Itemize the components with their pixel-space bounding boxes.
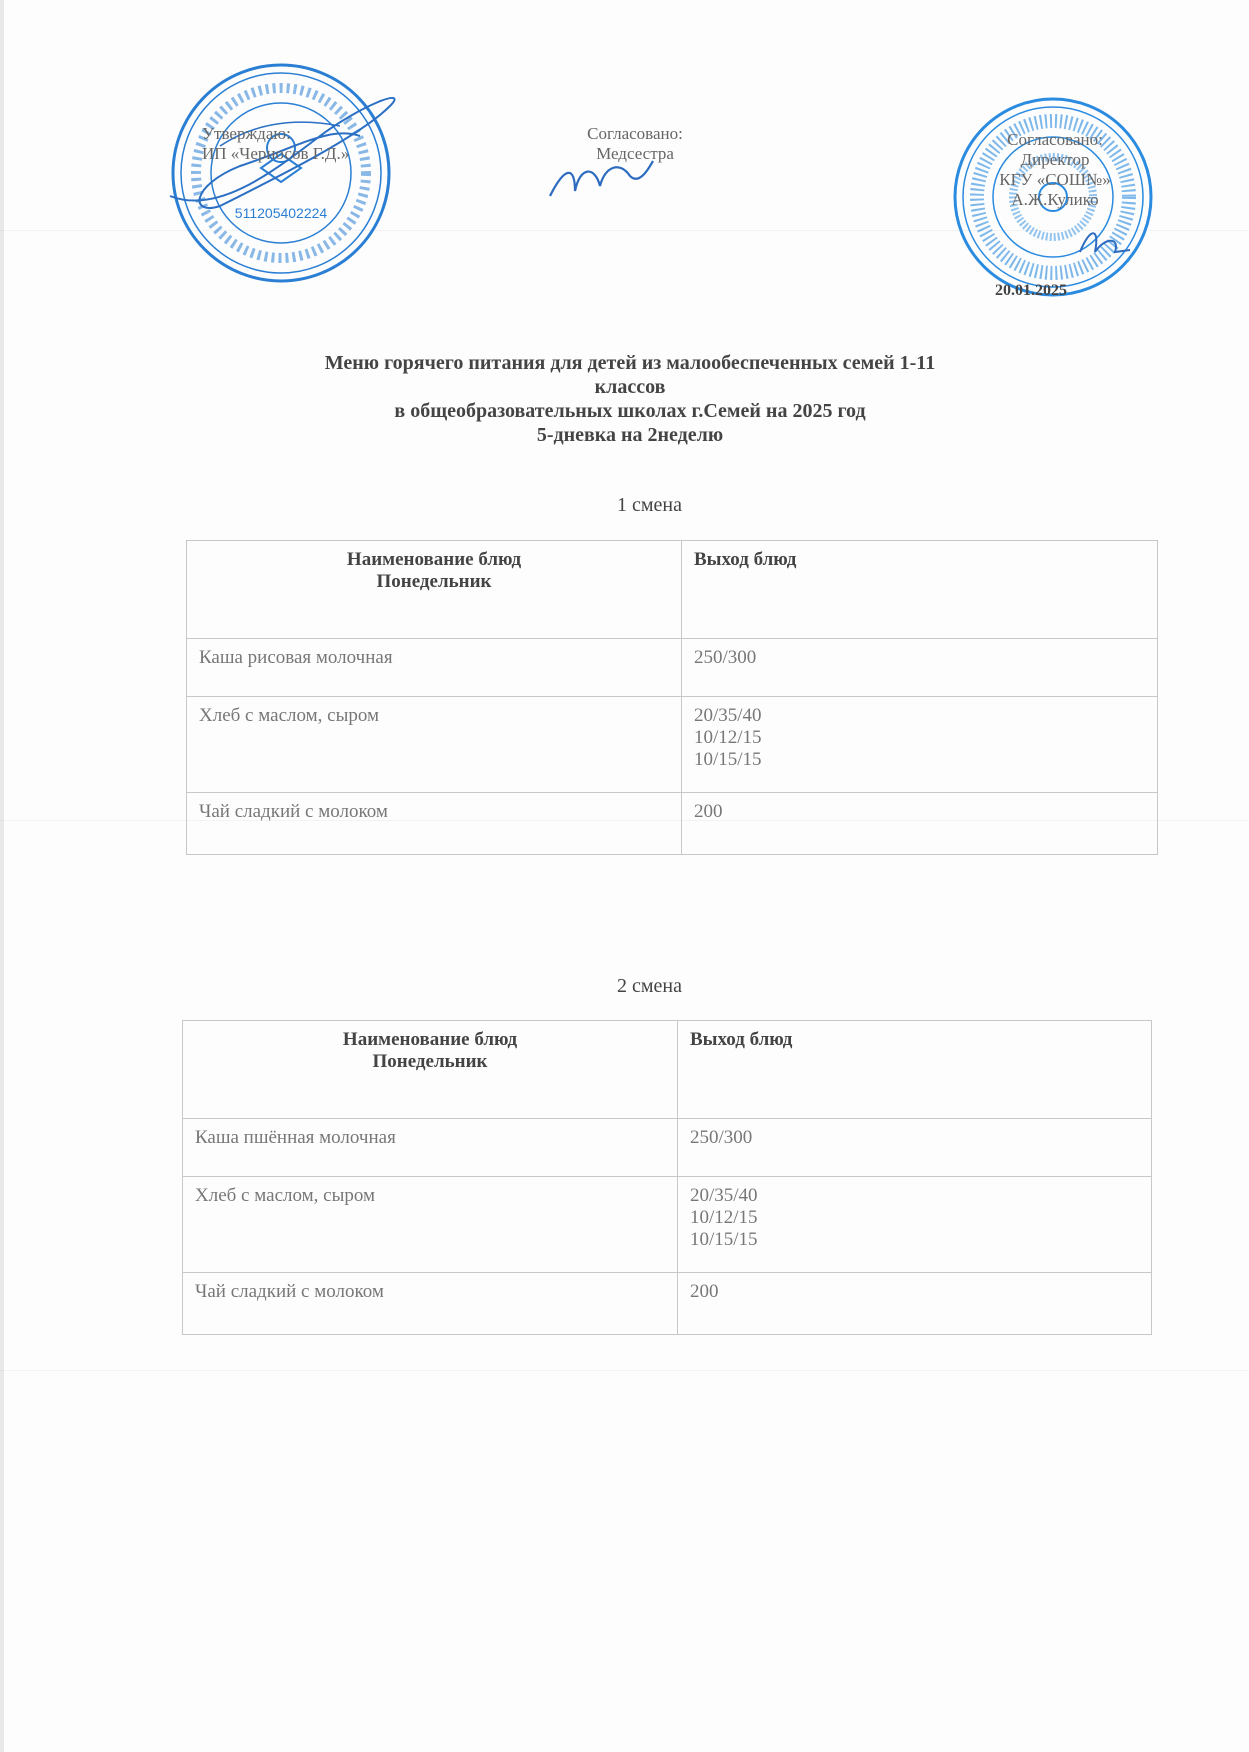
table-row: [183, 1273, 1152, 1335]
dish-yield: [682, 697, 1158, 793]
header-yield: Выход блюд: [682, 541, 1158, 639]
scan-artifact: [0, 1370, 1249, 1371]
header-day-label: Понедельник: [372, 1051, 488, 1072]
title-line-2: классов: [594, 376, 666, 398]
dish-name: Хлеб с маслом, сыром: [183, 1177, 678, 1273]
header-dish-label: Наименование блюд: [346, 549, 522, 570]
table-row: [183, 1177, 1152, 1273]
document-title: [200, 351, 1060, 447]
table-row: [187, 697, 1158, 793]
yield-value: 250/300: [690, 1127, 753, 1148]
dish-yield: [678, 1119, 1152, 1177]
dish-name: Хлеб с маслом, сыром: [187, 697, 682, 793]
approved-label: Утверждаю:: [202, 124, 291, 143]
menu-table-shift-1: [186, 540, 1158, 855]
shift-1-label: 1 смена: [617, 494, 682, 516]
director-org: КГУ «СОШ№»: [999, 170, 1111, 189]
title-line-3: в общеобразовательных школах г.Семей на 2025 год: [394, 400, 866, 422]
yield-value: 20/35/40: [690, 1185, 758, 1206]
header-dish-name: [187, 541, 682, 639]
yield-value: 200: [690, 1281, 719, 1302]
header-day-label: Понедельник: [376, 571, 492, 592]
header-dish-name: [183, 1021, 678, 1119]
dish-yield: [682, 793, 1158, 855]
dish-yield: [682, 639, 1158, 697]
agreed-label: Согласовано:: [587, 124, 683, 143]
dish-name: Чай сладкий с молоком: [183, 1273, 678, 1335]
yield-value: 200: [694, 801, 723, 822]
yield-value: 20/35/40: [694, 705, 762, 726]
table-row: [183, 1119, 1152, 1177]
table-row: [187, 639, 1158, 697]
dish-yield: [678, 1177, 1152, 1273]
yield-value: 10/12/15: [690, 1207, 758, 1228]
header-dish-label: Наименование блюд: [342, 1029, 518, 1050]
table-header-row: [183, 1021, 1152, 1119]
dish-yield: [678, 1273, 1152, 1335]
dish-name: Каша рисовая молочная: [187, 639, 682, 697]
title-line-4: 5-дневка на 2неделю: [536, 424, 724, 446]
menu-table-shift-2: [182, 1020, 1152, 1335]
stamp-left-number: 511205402224: [234, 205, 328, 221]
approved-name: ИП «Черносов Г.Д.»: [202, 144, 350, 163]
table-row: [187, 793, 1158, 855]
yield-value: 10/15/15: [694, 749, 762, 770]
yield-value: 10/12/15: [694, 727, 762, 748]
yield-value: 250/300: [694, 647, 757, 668]
signature-director: [1075, 222, 1135, 262]
yield-value: 10/15/15: [690, 1229, 758, 1250]
agreement-block: [545, 124, 725, 164]
agreed-role: Медсестра: [596, 144, 674, 163]
title-line-1: Меню горячего питания для детей из малообеспеченных семей 1-11: [324, 352, 936, 374]
director-label: Согласовано:: [1007, 130, 1103, 149]
shift-2-label: 2 смена: [617, 975, 682, 997]
header-yield: Выход блюд: [678, 1021, 1152, 1119]
dish-name: Каша пшённая молочная: [183, 1119, 678, 1177]
director-role: Директор: [1020, 150, 1090, 169]
approval-date: 20.01.2025: [995, 282, 1067, 299]
table-header-row: [187, 541, 1158, 639]
director-block: [965, 130, 1145, 210]
scan-edge: [0, 0, 4, 1752]
director-name: А.Ж.Кулико: [1011, 190, 1099, 209]
dish-name: Чай сладкий с молоком: [187, 793, 682, 855]
approval-block: [190, 124, 390, 164]
